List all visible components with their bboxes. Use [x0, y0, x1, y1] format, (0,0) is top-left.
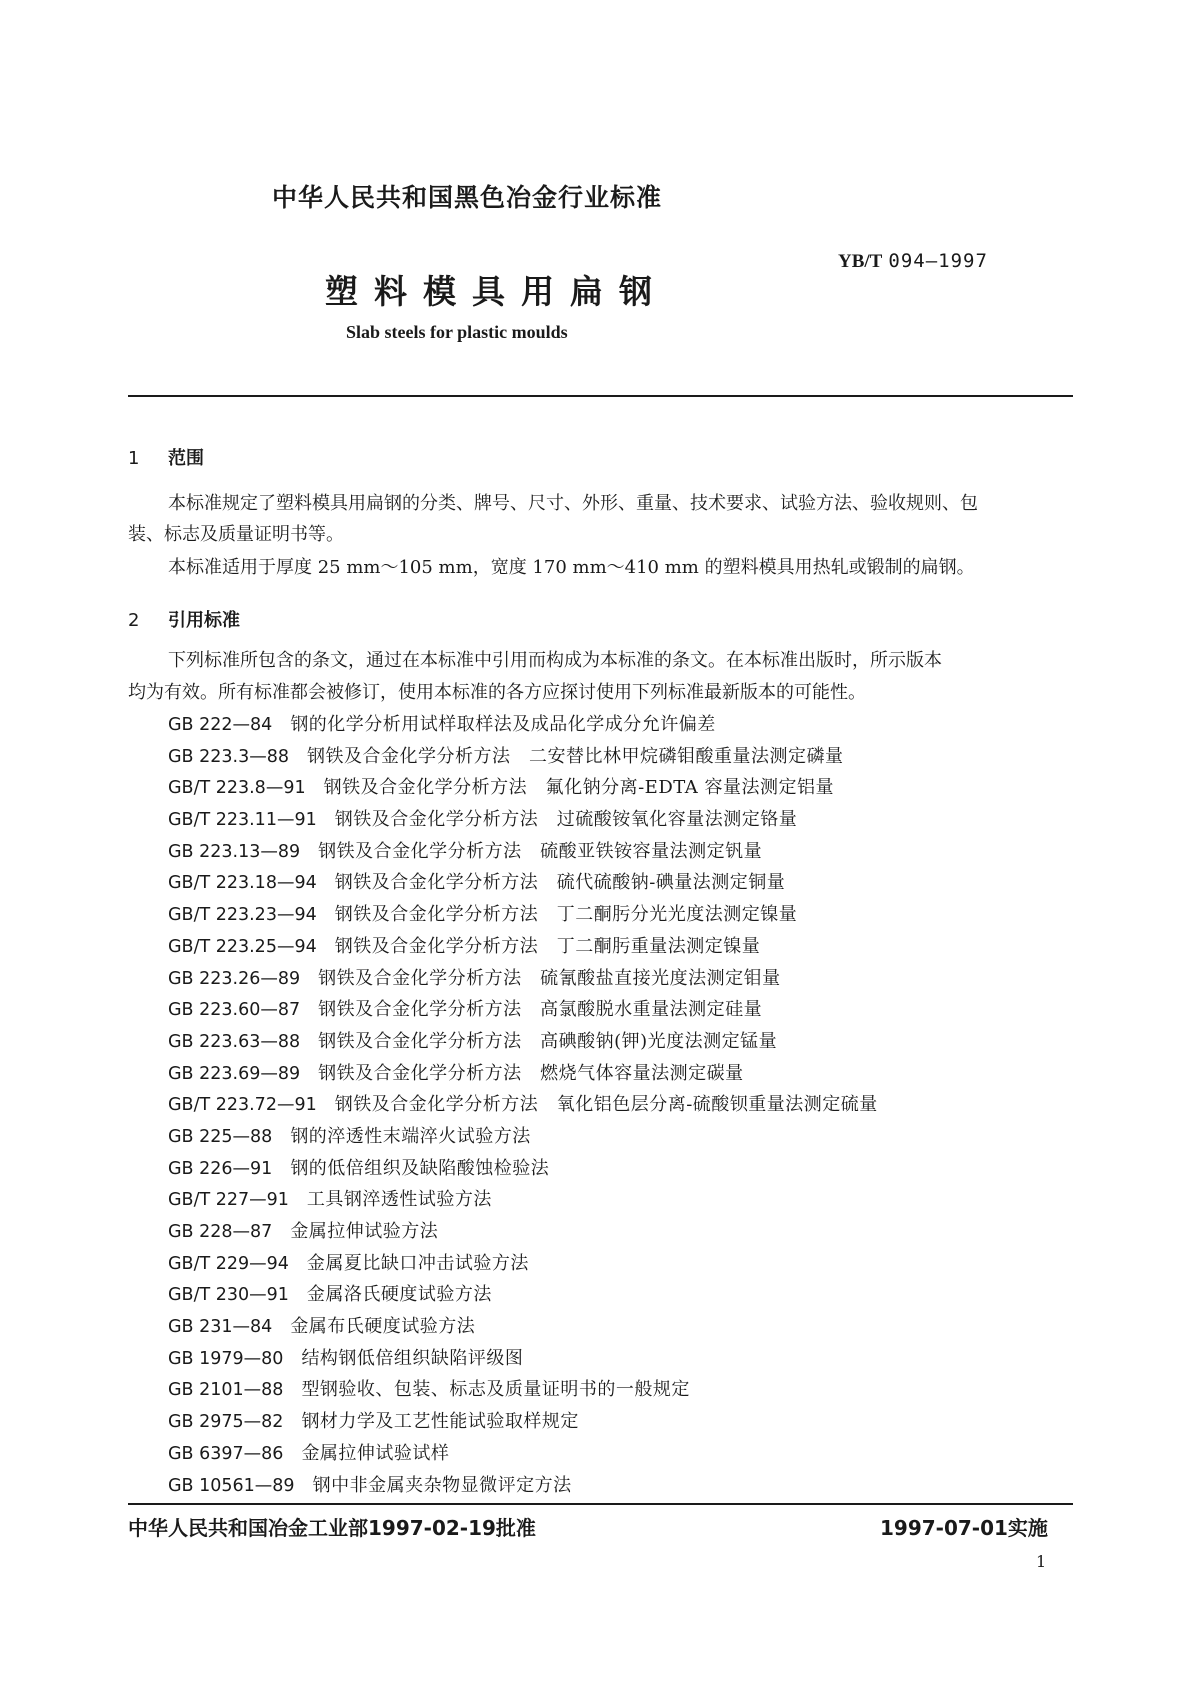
reference-code: GB 6397—86: [168, 1443, 284, 1464]
reference-code: GB 2101—88: [168, 1380, 284, 1401]
section-1-paragraph: 本标准适用于厚度 25 mm～105 mm，宽度 170 mm～410 mm 的塑料模具用热轧或锻制的扁钢。: [168, 557, 975, 578]
reference-title: 钢材力学及工艺性能试验取样规定: [301, 1411, 579, 1433]
standard-code-prefix: YB/T: [838, 251, 883, 272]
document-title-en: Slab steels for plastic moulds: [346, 322, 568, 342]
reference-code: GB/T 223.25—94: [168, 936, 317, 957]
reference-item: [168, 1311, 878, 1343]
section-2-paragraph: 均为有效。所有标准都会被修订，使用本标准的各方应探讨使用下列标准最新版本的可能性。: [128, 682, 866, 703]
reference-code: GB/T 223.18—94: [168, 873, 317, 894]
reference-item: [168, 931, 878, 963]
reference-title: 金属布氏硬度试验方法: [290, 1316, 476, 1338]
reference-code: GB 223.69—89: [168, 1063, 301, 1084]
reference-item: [168, 1121, 878, 1153]
reference-code: GB/T 227—91: [168, 1190, 289, 1211]
reference-item: [168, 1153, 878, 1185]
section-1-paragraph: 本标准规定了塑料模具用扁钢的分类、牌号、尺寸、外形、重量、技术要求、试验方法、验收规则、包: [168, 493, 978, 514]
reference-code: GB 226—91: [168, 1158, 273, 1179]
section-2-heading: [128, 606, 240, 632]
reference-item: [168, 1248, 878, 1280]
page-number: 1: [1036, 1552, 1047, 1571]
referenced-standards-list: [168, 709, 878, 1501]
reference-code: GB/T 223.11—91: [168, 810, 317, 831]
reference-title: 钢铁及合金化学分析方法 燃烧气体容量法测定碳量: [318, 1062, 744, 1084]
reference-code: GB/T 230—91: [168, 1285, 289, 1306]
reference-title: 钢铁及合金化学分析方法 硫氰酸盐直接光度法测定钼量: [318, 967, 781, 989]
reference-code: GB/T 229—94: [168, 1253, 289, 1274]
reference-title: 金属拉伸试验试样: [301, 1442, 450, 1464]
reference-title: 金属夏比缺口冲击试验方法: [306, 1252, 529, 1274]
implementation-date: 1997-07-01实施: [880, 1516, 1048, 1540]
reference-item: [168, 1216, 878, 1248]
reference-item: [168, 963, 878, 995]
reference-item: [168, 1026, 878, 1058]
reference-item: [168, 804, 878, 836]
reference-item: [168, 1406, 878, 1438]
reference-title: 型钢验收、包装、标志及质量证明书的一般规定: [301, 1379, 690, 1401]
reference-title: 金属洛氏硬度试验方法: [306, 1284, 492, 1306]
reference-code: GB 225—88: [168, 1126, 273, 1147]
reference-item: [168, 709, 878, 741]
reference-code: GB 228—87: [168, 1222, 273, 1242]
footer-divider: [128, 1503, 1073, 1505]
reference-title: 钢铁及合金化学分析方法 硫代硫酸钠-碘量法测定铜量: [334, 872, 786, 894]
reference-item: [168, 772, 878, 804]
reference-title: 钢的低倍组织及缺陷酸蚀检验法: [290, 1157, 550, 1179]
reference-title: 钢铁及合金化学分析方法 丁二酮肟分光光度法测定镍量: [334, 904, 798, 926]
section-number: 2: [128, 610, 140, 631]
reference-title: 金属拉伸试验方法: [290, 1221, 439, 1242]
reference-code: GB 223.63—88: [168, 1031, 301, 1052]
reference-code: GB 223.3—88: [168, 746, 289, 767]
reference-code: GB 222—84: [168, 715, 273, 735]
reference-title: 钢铁及合金化学分析方法 二安替比林甲烷磷钼酸重量法测定磷量: [307, 745, 844, 767]
reference-code: GB 223.26—89: [168, 968, 301, 989]
section-title: 引用标准: [168, 610, 240, 631]
reference-title: 钢铁及合金化学分析方法 高碘酸钠(钾)光度法测定锰量: [318, 1030, 778, 1052]
approval-line: 中华人民共和国冶金工业部1997-02-19批准: [128, 1516, 536, 1540]
section-1-heading: [128, 444, 204, 470]
document-title-cn: 塑料模具用扁钢: [325, 272, 668, 311]
reference-title: 钢的淬透性末端淬火试验方法: [290, 1125, 531, 1147]
section-2-paragraph: 下列标准所包含的条文，通过在本标准中引用而构成为本标准的条文。在本标准出版时，所示版本: [168, 650, 942, 671]
section-1-paragraph: 装、标志及质量证明书等。: [128, 524, 344, 545]
standard-code-number: 094—1997: [888, 250, 988, 272]
reference-title: 钢铁及合金化学分析方法 氧化铝色层分离-硫酸钡重量法测定硫量: [334, 1094, 878, 1116]
reference-item: [168, 994, 878, 1026]
reference-title: 钢铁及合金化学分析方法 过硫酸铵氧化容量法测定铬量: [334, 809, 798, 831]
reference-code: GB 223.13—89: [168, 841, 301, 862]
reference-title: 钢铁及合金化学分析方法 氟化钠分离-EDTA 容量法测定铝量: [323, 777, 834, 799]
reference-item: [168, 1470, 878, 1502]
reference-code: GB 231—84: [168, 1317, 273, 1338]
reference-title: 钢中非金属夹杂物显微评定方法: [312, 1474, 572, 1496]
reference-item: [168, 867, 878, 899]
reference-code: GB 1979—80: [168, 1348, 284, 1369]
reference-title: 钢铁及合金化学分析方法 丁二酮肟重量法测定镍量: [334, 935, 761, 957]
reference-code: GB/T 223.23—94: [168, 905, 317, 926]
section-title: 范围: [168, 448, 204, 469]
reference-code: GB/T 223.8—91: [168, 778, 306, 799]
standard-category: 中华人民共和国黑色冶金行业标准: [272, 183, 663, 212]
reference-code: GB 223.60—87: [168, 1000, 301, 1021]
reference-title: 结构钢低倍组织缺陷评级图: [301, 1347, 524, 1369]
reference-item: [168, 1058, 878, 1090]
reference-title: 钢的化学分析用试样取样法及成品化学成分允许偏差: [290, 714, 716, 735]
reference-code: GB 2975—82: [168, 1412, 284, 1433]
reference-title: 钢铁及合金化学分析方法 高氯酸脱水重量法测定硅量: [318, 999, 763, 1021]
reference-item: [168, 899, 878, 931]
reference-item: [168, 1184, 878, 1216]
reference-title: 工具钢淬透性试验方法: [306, 1189, 492, 1211]
reference-item: [168, 1343, 878, 1375]
header-divider: [128, 395, 1073, 397]
reference-item: [168, 1089, 878, 1121]
reference-title: 钢铁及合金化学分析方法 硫酸亚铁铵容量法测定钒量: [318, 840, 763, 862]
standard-code: [838, 250, 988, 273]
reference-item: [168, 1438, 878, 1470]
reference-item: [168, 1374, 878, 1406]
reference-item: [168, 1279, 878, 1311]
reference-code: GB/T 223.72—91: [168, 1095, 317, 1116]
section-number: 1: [128, 448, 140, 469]
reference-item: [168, 836, 878, 868]
reference-item: [168, 741, 878, 773]
reference-code: GB 10561—89: [168, 1475, 295, 1496]
